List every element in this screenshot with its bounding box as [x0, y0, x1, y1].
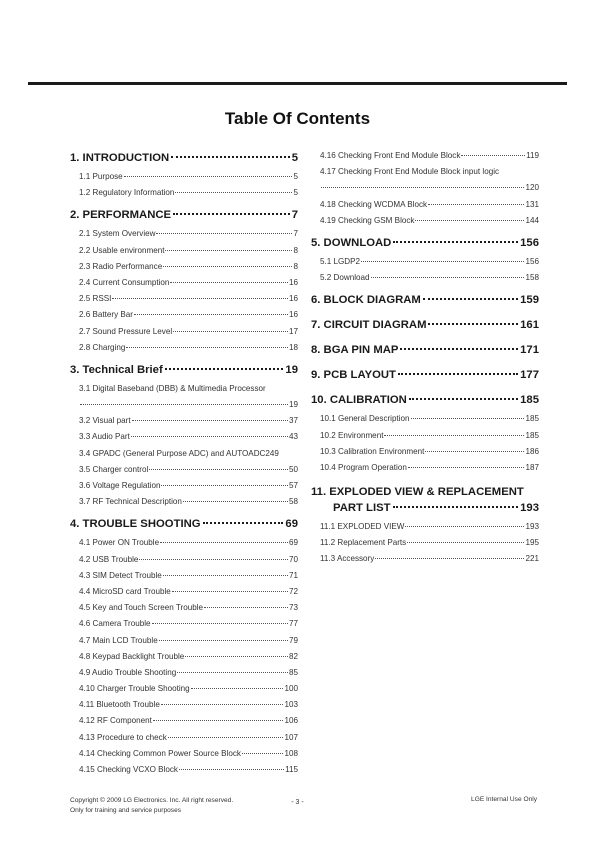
- toc-entry-label: 5.1 LGDP2: [320, 256, 361, 266]
- toc-entry-page: 186: [525, 446, 539, 456]
- toc-entry-page: 72: [288, 586, 298, 596]
- dot-leader: [409, 398, 518, 400]
- toc-section-page: 161: [520, 319, 539, 332]
- toc-section-heading[interactable]: [311, 393, 539, 408]
- dot-leader: [204, 607, 288, 608]
- toc-entry-label: 5.2 Download: [320, 273, 370, 283]
- toc-entry-label: 4.5 Key and Touch Screen Trouble: [79, 603, 204, 613]
- toc-entry-page: 103: [284, 700, 298, 710]
- toc-entry-page: 8: [293, 261, 298, 271]
- toc-entry-page: 144: [525, 215, 539, 225]
- dot-leader: [163, 266, 292, 267]
- dot-leader: [139, 559, 288, 560]
- section-gap: [311, 361, 539, 365]
- dot-leader: [393, 241, 518, 243]
- toc-section-heading[interactable]: [311, 236, 539, 251]
- dot-leader: [163, 575, 288, 576]
- toc-entry-label: 4.12 RF Component: [79, 716, 152, 726]
- toc-entry-label: 2.3 Radio Performance: [79, 261, 163, 271]
- toc-entry-label: 4.8 Keypad Backlight Trouble: [79, 651, 185, 661]
- toc-entry-label: 3.6 Voltage Regulation: [79, 481, 161, 491]
- toc-entry-label: 4.18 Checking WCDMA Block: [320, 199, 428, 209]
- toc-entry[interactable]: [70, 275, 298, 291]
- section-gap: [70, 201, 298, 205]
- toc-section-label: 1. INTRODUCTION: [70, 152, 170, 164]
- toc-entry[interactable]: [311, 519, 539, 535]
- toc-entry-page: 195: [525, 538, 539, 548]
- toc-section-label: 5. DOWNLOAD: [311, 236, 392, 249]
- dot-leader: [171, 156, 290, 158]
- dot-leader: [159, 640, 288, 641]
- toc-entry-label: 3.4 GPADC (General Purpose ADC) and AUTOADC2: [79, 448, 270, 458]
- section-gap: [311, 476, 539, 480]
- dot-leader: [407, 542, 524, 543]
- toc-entry-page: 156: [525, 256, 539, 266]
- dot-leader: [170, 282, 288, 283]
- toc-section-label: 10. CALIBRATION: [311, 394, 407, 407]
- toc-entry-label: 4.2 USB Trouble: [79, 554, 139, 564]
- dot-leader: [428, 204, 524, 205]
- dot-leader: [423, 298, 518, 300]
- toc-entry-label: 4.1 Power ON Trouble: [79, 538, 160, 548]
- dot-leader: [242, 753, 284, 754]
- toc-entry[interactable]: [70, 462, 298, 478]
- toc-entry-label: 4.4 MicroSD card Trouble: [79, 586, 171, 596]
- toc-entry-page: 7: [293, 229, 298, 239]
- toc-section-label: 8. BGA PIN MAP: [311, 344, 399, 357]
- toc-entry[interactable]: [311, 197, 539, 213]
- toc-entry[interactable]: [70, 494, 298, 510]
- toc-entry-label: 3.1 Digital Baseband (DBB) & Multimedia Processor: [79, 383, 266, 393]
- toc-entry-page: 71: [288, 570, 298, 580]
- dot-leader: [134, 314, 288, 315]
- toc-section-label: 6. BLOCK DIAGRAM: [311, 294, 421, 307]
- toc-entry-page: 5: [293, 188, 298, 198]
- top-rule: [28, 82, 567, 85]
- section-gap: [311, 286, 539, 290]
- toc-section-label: 9. PCB LAYOUT: [311, 369, 396, 382]
- toc-entry-label: 3.3 Audio Part: [79, 432, 130, 442]
- dot-leader: [384, 435, 524, 436]
- toc-entry-page: 50: [288, 464, 298, 474]
- dot-leader: [203, 522, 284, 524]
- toc-section-heading[interactable]: [70, 151, 298, 166]
- toc-entry[interactable]: [70, 649, 298, 665]
- toc-entry-label: 2.4 Current Consumption: [79, 277, 170, 287]
- toc-entry-page: 69: [288, 538, 298, 548]
- toc-section-heading[interactable]: [70, 208, 298, 223]
- toc-section-heading-cont[interactable]: [311, 501, 539, 516]
- dot-leader: [405, 526, 524, 527]
- toc-section-page: 159: [520, 294, 539, 307]
- toc-section-label: 3. Technical Brief: [70, 363, 163, 376]
- toc-section-label: 2. PERFORMANCE: [70, 209, 172, 222]
- toc-section-page: 193: [520, 502, 539, 515]
- toc-entry[interactable]: [70, 243, 298, 259]
- toc-entry-label: 11.2 Replacement Parts: [320, 538, 407, 548]
- toc-entry-page: 43: [288, 432, 298, 442]
- toc-entry[interactable]: [70, 291, 298, 307]
- toc-entry-page: 19: [288, 400, 298, 410]
- toc-entry-page: 106: [284, 716, 298, 726]
- toc-entry[interactable]: [311, 535, 539, 551]
- dot-leader: [191, 688, 284, 689]
- toc-entry[interactable]: [70, 681, 298, 697]
- toc-section-page: 7: [291, 209, 298, 222]
- dot-leader: [173, 331, 288, 332]
- toc-entry-label: 4.6 Camera Trouble: [79, 619, 151, 629]
- toc-entry[interactable]: [70, 535, 298, 551]
- toc-section-page: 19: [285, 363, 298, 376]
- toc-entry-page: 70: [288, 554, 298, 564]
- toc-left-column: [70, 148, 298, 778]
- dot-leader: [321, 187, 524, 188]
- dot-leader: [398, 373, 518, 375]
- dot-leader: [132, 420, 288, 421]
- dot-leader: [153, 720, 284, 721]
- toc-entry[interactable]: [70, 713, 298, 729]
- toc-entry[interactable]: [70, 697, 298, 713]
- toc-entry[interactable]: [311, 460, 539, 476]
- toc-entry-page: 58: [288, 497, 298, 507]
- toc-entry-page: 16: [288, 277, 298, 287]
- toc-section-heading[interactable]: [311, 318, 539, 333]
- toc-entry-label: 1.1 Purpose: [79, 172, 123, 181]
- training-note: Only for training and service purposes: [70, 807, 182, 814]
- toc-entry-label: 4.9 Audio Trouble Shooting: [79, 667, 177, 677]
- toc-entry-page: 185: [525, 414, 539, 424]
- toc-entry[interactable]: [311, 444, 539, 460]
- toc-entry-page: 37: [288, 416, 298, 426]
- toc-entry-label: 4.17 Checking Front End Module Block input logic: [320, 167, 500, 177]
- toc-entry[interactable]: [311, 213, 539, 229]
- toc-entry-label: 4.15 Checking VCXO Block: [79, 765, 178, 775]
- toc-entry-label: 11.3 Accessory: [320, 554, 375, 564]
- toc-section-label: 7. CIRCUIT DIAGRAM: [311, 319, 427, 332]
- toc-entry[interactable]: [311, 164, 539, 196]
- toc-entry[interactable]: [70, 169, 298, 185]
- toc-entry[interactable]: [70, 307, 298, 323]
- toc-section-heading[interactable]: [70, 363, 298, 378]
- toc-entry[interactable]: [70, 413, 298, 429]
- toc-entry-label: 1.2 Regulatory Information: [79, 188, 175, 198]
- toc-entry-page: 8: [293, 245, 298, 255]
- toc-entry-label: 2.5 RSSI: [79, 294, 112, 304]
- dot-leader: [152, 623, 288, 624]
- toc-section-page: 156: [520, 236, 539, 249]
- toc-section-heading[interactable]: [311, 293, 539, 308]
- toc-entry[interactable]: [311, 148, 539, 164]
- page-number: - 3 -: [291, 799, 304, 806]
- toc-section-page: 177: [520, 369, 539, 382]
- toc-entry[interactable]: [311, 411, 539, 427]
- toc-entry-page: 5: [293, 172, 298, 181]
- toc-section-heading[interactable]: [311, 343, 539, 358]
- dot-leader: [124, 176, 293, 177]
- toc-entry[interactable]: [311, 254, 539, 270]
- toc-section-heading[interactable]: 11. EXPLODED VIEW & REPLACEMENT: [311, 486, 524, 499]
- dot-leader: [168, 737, 284, 738]
- toc-entry[interactable]: [70, 762, 298, 778]
- toc-entry-label: 2.7 Sound Pressure Level: [79, 326, 173, 336]
- toc-entry-label: 10.3 Calibration Environment: [320, 446, 425, 456]
- section-gap: [70, 510, 298, 514]
- toc-entry[interactable]: [70, 568, 298, 584]
- section-gap: [311, 386, 539, 390]
- toc-entry[interactable]: [70, 446, 298, 462]
- dot-leader: [156, 233, 292, 234]
- toc-section-page: 171: [520, 344, 539, 357]
- toc-entry[interactable]: [70, 600, 298, 616]
- toc-entry-page: 82: [288, 651, 298, 661]
- toc-entry-label: 4.14 Checking Common Power Source Block: [79, 748, 241, 758]
- dot-leader: [177, 672, 288, 673]
- toc-entry-label: 4.16 Checking Front End Module Block: [320, 151, 461, 160]
- toc-entry-page: 131: [525, 199, 539, 209]
- toc-entry-page: 120: [525, 183, 539, 193]
- toc-entry-page: 187: [525, 462, 539, 472]
- toc-entry[interactable]: [311, 270, 539, 286]
- toc-entry-page: 16: [288, 294, 298, 304]
- dot-leader: [183, 501, 288, 502]
- dot-leader: [131, 436, 288, 437]
- internal-use-label: LGE Internal Use Only: [471, 796, 537, 803]
- toc-entry-label: 3.7 RF Technical Description: [79, 497, 182, 507]
- toc-section-label: 4. TROUBLE SHOOTING: [70, 518, 201, 531]
- toc-entry-label: 2.6 Battery Bar: [79, 310, 133, 320]
- toc-entry-page: 100: [284, 684, 298, 694]
- toc-entry-label: 2.8 Charging: [79, 342, 126, 352]
- toc-entry-leader-row: [320, 180, 539, 196]
- dot-leader: [161, 485, 288, 486]
- toc-entry-page: 221: [525, 554, 539, 564]
- toc-entry[interactable]: [70, 746, 298, 762]
- toc-entry-page: 79: [288, 635, 298, 645]
- toc-entry-leader-row: [79, 397, 298, 413]
- toc-entry[interactable]: [311, 428, 539, 444]
- toc-entry-label: 3.2 Visual part: [79, 416, 131, 426]
- dot-leader: [126, 347, 288, 348]
- toc-section-label: PART LIST: [333, 502, 391, 515]
- toc-entry-page: 115: [285, 765, 298, 775]
- toc-section-heading[interactable]: [311, 368, 539, 383]
- toc-entry-label: 4.3 SIM Detect Trouble: [79, 570, 162, 580]
- toc-entry[interactable]: [311, 551, 539, 567]
- toc-section-heading[interactable]: [70, 517, 298, 532]
- toc-entry[interactable]: [70, 259, 298, 275]
- dot-leader: [425, 451, 524, 452]
- dot-leader: [393, 506, 519, 508]
- toc-entry-label: 2.2 Usable environment: [79, 245, 165, 255]
- toc-entry[interactable]: [70, 478, 298, 494]
- dot-leader: [179, 769, 284, 770]
- dot-leader: [375, 558, 524, 559]
- toc-entry-label: 10.1 General Description: [320, 414, 410, 424]
- toc-entry-label: 10.2 Environment: [320, 430, 384, 440]
- toc-entry[interactable]: [70, 226, 298, 242]
- toc-entry-page: 107: [284, 732, 298, 742]
- section-gap: [311, 311, 539, 315]
- toc-entry[interactable]: [70, 185, 298, 201]
- toc-entry-label: 3.5 Charger control: [79, 464, 149, 474]
- dot-leader: [461, 155, 525, 156]
- toc-entry-page: 16: [288, 310, 298, 320]
- toc-entry[interactable]: [70, 340, 298, 356]
- toc-entry[interactable]: [70, 730, 298, 746]
- section-gap: [311, 229, 539, 233]
- toc-entry-page: 193: [525, 522, 539, 532]
- toc-section-page: 185: [520, 394, 539, 407]
- section-gap: [311, 336, 539, 340]
- dot-leader: [165, 250, 292, 251]
- toc-entry-page: 108: [284, 748, 298, 758]
- dot-leader: [400, 348, 518, 350]
- toc-entry-label: 4.10 Charger Trouble Shooting: [79, 684, 190, 694]
- toc-entry-page: 57: [288, 481, 298, 491]
- toc-entry[interactable]: [70, 616, 298, 632]
- toc-right-column: [311, 148, 539, 568]
- toc-entry-label: 4.11 Bluetooth Trouble: [79, 700, 160, 710]
- toc-entry-label: 11.1 EXPLODED VIEW: [320, 522, 405, 532]
- dot-leader: [415, 220, 524, 221]
- toc-entry-label: 2.1 System Overview: [79, 229, 156, 239]
- toc-entry-page: 17: [288, 326, 298, 336]
- toc-entry-label: 4.7 Main LCD Trouble: [79, 635, 158, 645]
- dot-leader: [173, 213, 290, 215]
- toc-entry[interactable]: [70, 429, 298, 445]
- toc-entry-label: 4.19 Checking GSM Block: [320, 215, 415, 225]
- dot-leader: [80, 404, 288, 405]
- dot-leader: [161, 704, 284, 705]
- toc-entry-page: 158: [525, 273, 539, 283]
- toc-section-page: 69: [285, 518, 298, 531]
- dot-leader: [160, 542, 288, 543]
- dot-leader: [185, 656, 288, 657]
- toc-entry-page: 85: [288, 667, 298, 677]
- dot-leader: [428, 323, 518, 325]
- dot-leader: [175, 192, 292, 193]
- toc-entry-label: 4.13 Procedure to check: [79, 732, 167, 742]
- toc-entry[interactable]: [70, 324, 298, 340]
- dot-leader: [361, 261, 524, 262]
- toc-entry-page: 73: [288, 603, 298, 613]
- toc-entry-page: 119: [526, 151, 539, 160]
- toc-entry[interactable]: [70, 665, 298, 681]
- page-title: Table Of Contents: [224, 109, 371, 128]
- toc-section-page: 5: [291, 152, 298, 164]
- toc-entry-page: 77: [288, 619, 298, 629]
- dot-leader: [149, 469, 288, 470]
- dot-leader: [172, 591, 288, 592]
- toc-entry[interactable]: [70, 552, 298, 568]
- dot-leader: [411, 418, 525, 419]
- toc-entry-label: 10.4 Program Operation: [320, 462, 407, 472]
- toc-entry-page: 18: [288, 342, 298, 352]
- section-gap: [70, 356, 298, 360]
- toc-entry[interactable]: [70, 633, 298, 649]
- dot-leader: [112, 298, 288, 299]
- copyright-text: Copyright © 2009 LG Electronics. Inc. All right reserved.: [70, 797, 234, 804]
- toc-entry[interactable]: [70, 584, 298, 600]
- toc-entry-page: 49: [269, 448, 279, 458]
- dot-leader: [408, 467, 525, 468]
- toc-entry-page: 185: [525, 430, 539, 440]
- toc-entry[interactable]: [70, 381, 298, 413]
- dot-leader: [165, 368, 284, 370]
- dot-leader: [371, 277, 525, 278]
